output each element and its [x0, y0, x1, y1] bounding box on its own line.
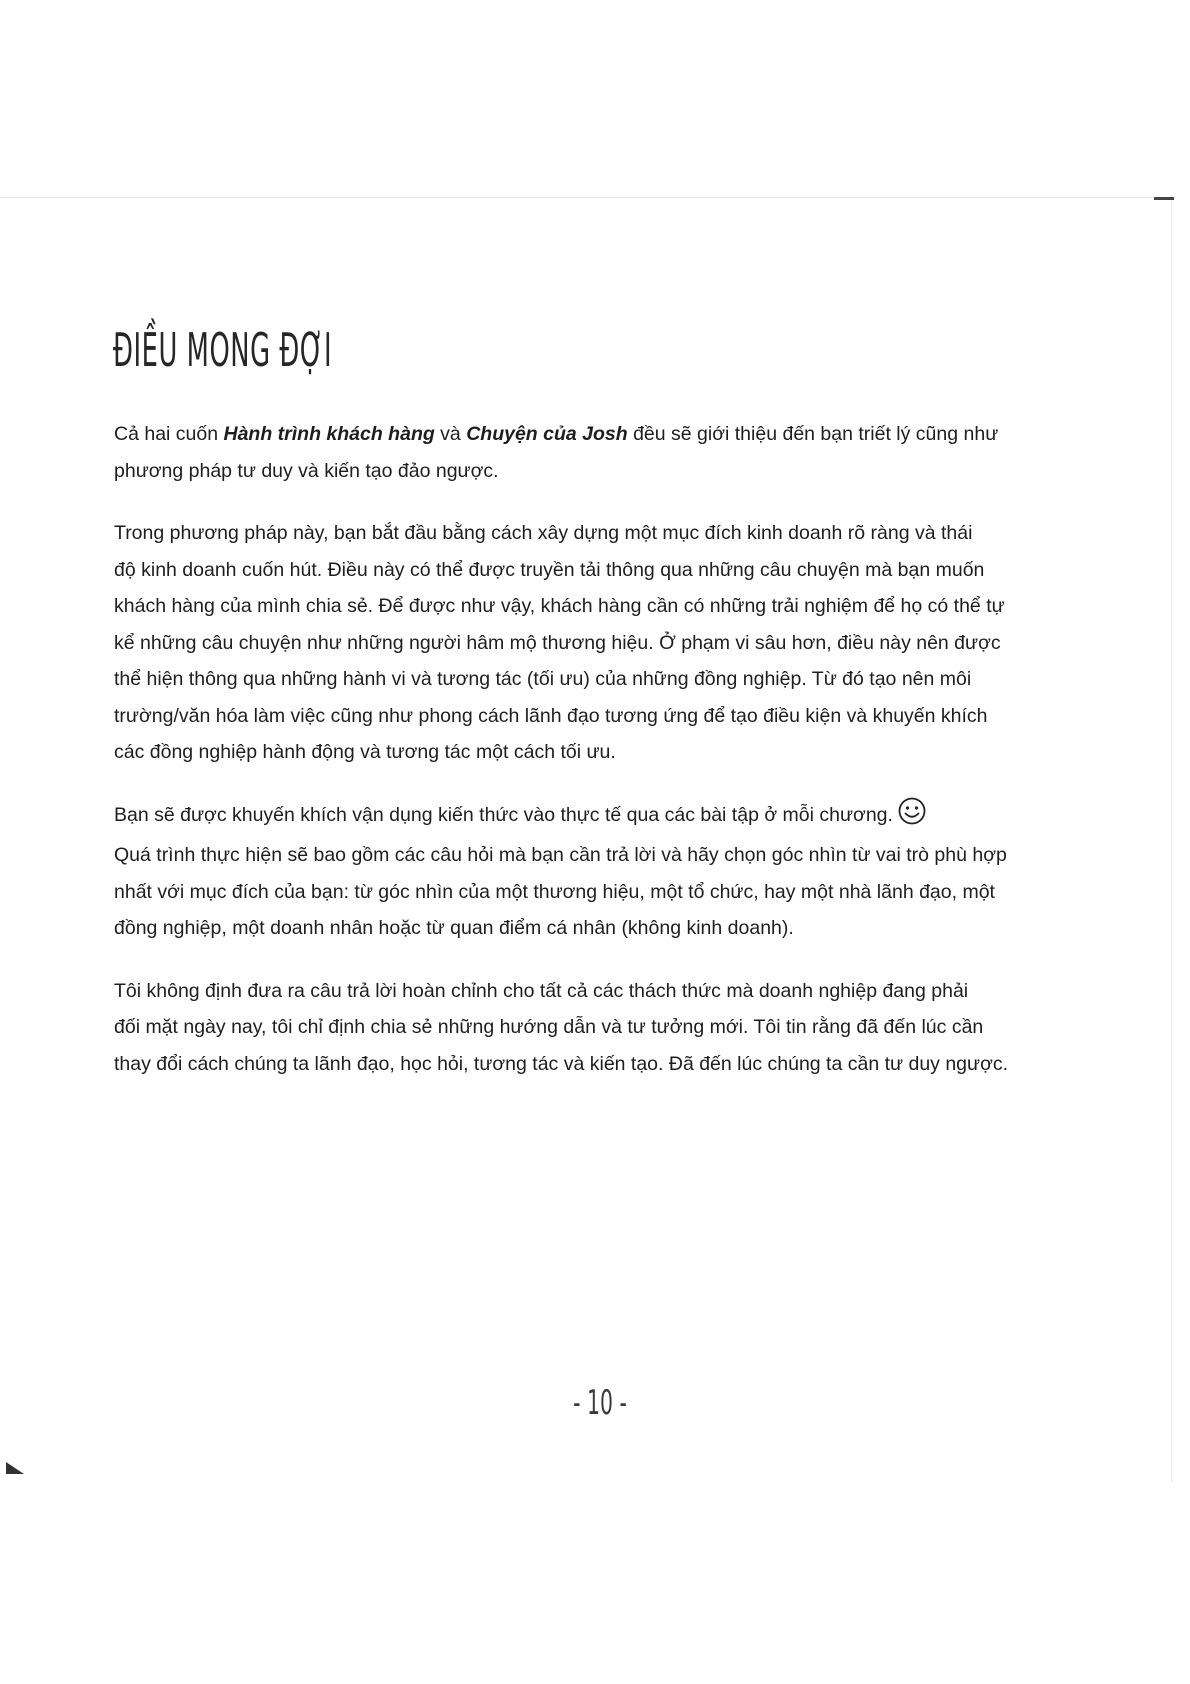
text-run: Bạn sẽ được khuyến khích vận dụng kiến thức vào thực tế qua các bài tập ở mỗi chương.	[114, 803, 893, 826]
paragraph-line	[114, 797, 1084, 838]
page-number: - 10 -	[573, 1383, 627, 1423]
scan-edge-right	[1171, 198, 1172, 1483]
paragraph-line: thay đổi cách chúng ta lãnh đạo, học hỏi, tương tác và kiến tạo. Đã đến lúc chúng ta cần tư duy ngược.	[114, 1052, 1009, 1075]
smiley-face-icon	[897, 797, 927, 838]
scan-mark-bottom-left	[6, 1462, 24, 1474]
paragraph-line: khách hàng của mình chia sẻ. Để được như vậy, khách hàng cần có những trải nghiệm để họ có thể tự	[114, 595, 1005, 617]
paragraph-line: trường/văn hóa làm việc cũng như phong cách lãnh đạo tương ứng để tạo điều kiện và khuyến khích	[114, 704, 988, 727]
paragraph-line: phương pháp tư duy và kiến tạo đảo ngược.	[114, 459, 499, 482]
paragraph-method	[114, 515, 1084, 771]
paragraph-line: kể những câu chuyện như những người hâm mộ thương hiệu. Ở phạm vi sâu hơn, điều này nên được	[114, 631, 1001, 654]
paragraph-line: đồng nghiệp, một doanh nhân hoặc từ quan điểm cá nhân (không kinh doanh).	[114, 917, 794, 939]
paragraph-line: Tôi không định đưa ra câu trả lời hoàn chỉnh cho tất cả các thách thức mà doanh nghiệp đang phải	[114, 979, 969, 1002]
paragraph-line: Quá trình thực hiện sẽ bao gồm các câu hỏi mà bạn cần trả lời và hãy chọn góc nhìn từ vai trò phù hợp	[114, 844, 1007, 866]
paragraph-line: đối mặt ngày nay, tôi chỉ định chia sẻ những hướng dẫn và tư tưởng mới. Tôi tin rằng đã đến lúc cần	[114, 1016, 984, 1038]
paragraph-line	[114, 416, 1084, 453]
paragraph-line: Trong phương pháp này, bạn bắt đầu bằng cách xây dựng một mục đích kinh doanh rõ ràng và thái	[114, 522, 973, 544]
body-text	[114, 416, 1084, 1108]
paragraph-line: độ kinh doanh cuốn hút. Điều này có thể được truyền tải thông qua những câu chuyện mà bạn muốn	[114, 558, 985, 581]
paragraph-line: các đồng nghiệp hành động và tương tác một cách tối ưu.	[114, 741, 616, 763]
text-run: và	[434, 423, 467, 445]
paragraph-exercises	[114, 797, 1084, 947]
scan-edge-top	[0, 197, 1172, 198]
paragraph-line: nhất với mục đích của bạn: từ góc nhìn của một thương hiệu, một tổ chức, hay một nhà lãnh đạo, một	[114, 880, 995, 903]
paragraph-line: thể hiện thông qua những hành vi và tương tác (tối ưu) của những đồng nghiệp. Từ đó tạo nên môi	[114, 668, 972, 690]
page-title: ĐIỀU MONG ĐỢI	[113, 323, 333, 377]
book-title-josh-story: Chuyện của Josh	[466, 423, 628, 445]
paragraph-closing	[114, 973, 1084, 1083]
book-title-customer-journey: Hành trình khách hàng	[223, 423, 435, 445]
scan-mark-top-right	[1154, 197, 1174, 200]
text-run: Cả hai cuốn	[114, 423, 224, 445]
paragraph-intro	[114, 416, 1084, 489]
text-run: đều sẽ giới thiệu đến bạn triết lý cũng như	[627, 423, 999, 445]
